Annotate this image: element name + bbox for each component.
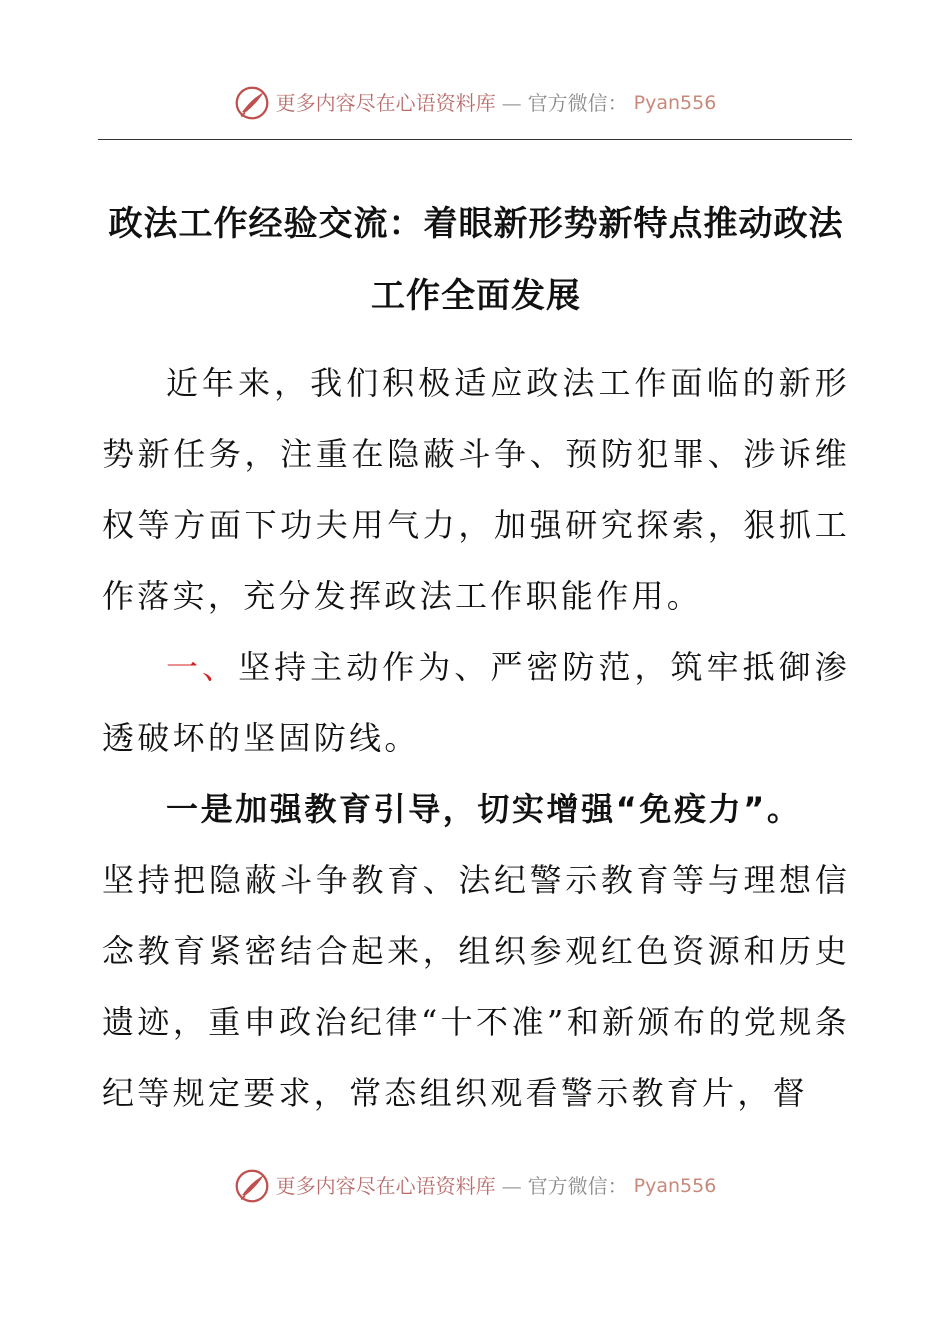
section-heading-text: 坚持主动作为、严密防范，筑牢抵御渗透破坏的坚固防线。: [102, 648, 850, 757]
document-body: [102, 348, 850, 1129]
watermark-wechat-id: Pyan556: [633, 92, 717, 114]
watermark-site-name: 更多内容尽在心语资料库: [275, 91, 496, 115]
watermark-label: 官方微信：: [527, 91, 628, 115]
quill-logo-icon: [234, 1168, 270, 1204]
document-title: 政法工作经验交流：着眼新形势新特点推动政法工作全面发展: [108, 204, 844, 316]
watermark-label: 官方微信：: [527, 1174, 628, 1198]
point-body-paragraph: 坚持把隐蔽斗争教育、法纪警示教育等与理想信念教育紧密结合起来，组织参观红色资源和历史遗迹，重申政治纪律“十不准”和新颁布的党规条纪等规定要求，常态组织观看警示教育片，督: [102, 861, 850, 1112]
intro-paragraph: 近年来，我们积极适应政法工作面临的新形势新任务，注重在隐蔽斗争、预防犯罪、涉诉维权等方面下功夫用气力，加强研究探索，狠抓工作落实，充分发挥政法工作职能作用。: [102, 364, 850, 615]
header-watermark: [0, 85, 950, 121]
watermark-wechat-id: Pyan556: [633, 1175, 717, 1197]
section-number: 一、: [166, 648, 239, 686]
watermark-dash: —: [501, 1174, 522, 1198]
section-heading: [102, 632, 850, 774]
quill-logo-icon: [234, 85, 270, 121]
watermark-site-name: 更多内容尽在心语资料库: [275, 1174, 496, 1198]
footer-watermark: [0, 1168, 950, 1204]
header-divider: [98, 139, 852, 140]
watermark-dash: —: [501, 91, 522, 115]
point-heading: 一是加强教育引导，切实增强“免疫力”。: [166, 790, 802, 828]
